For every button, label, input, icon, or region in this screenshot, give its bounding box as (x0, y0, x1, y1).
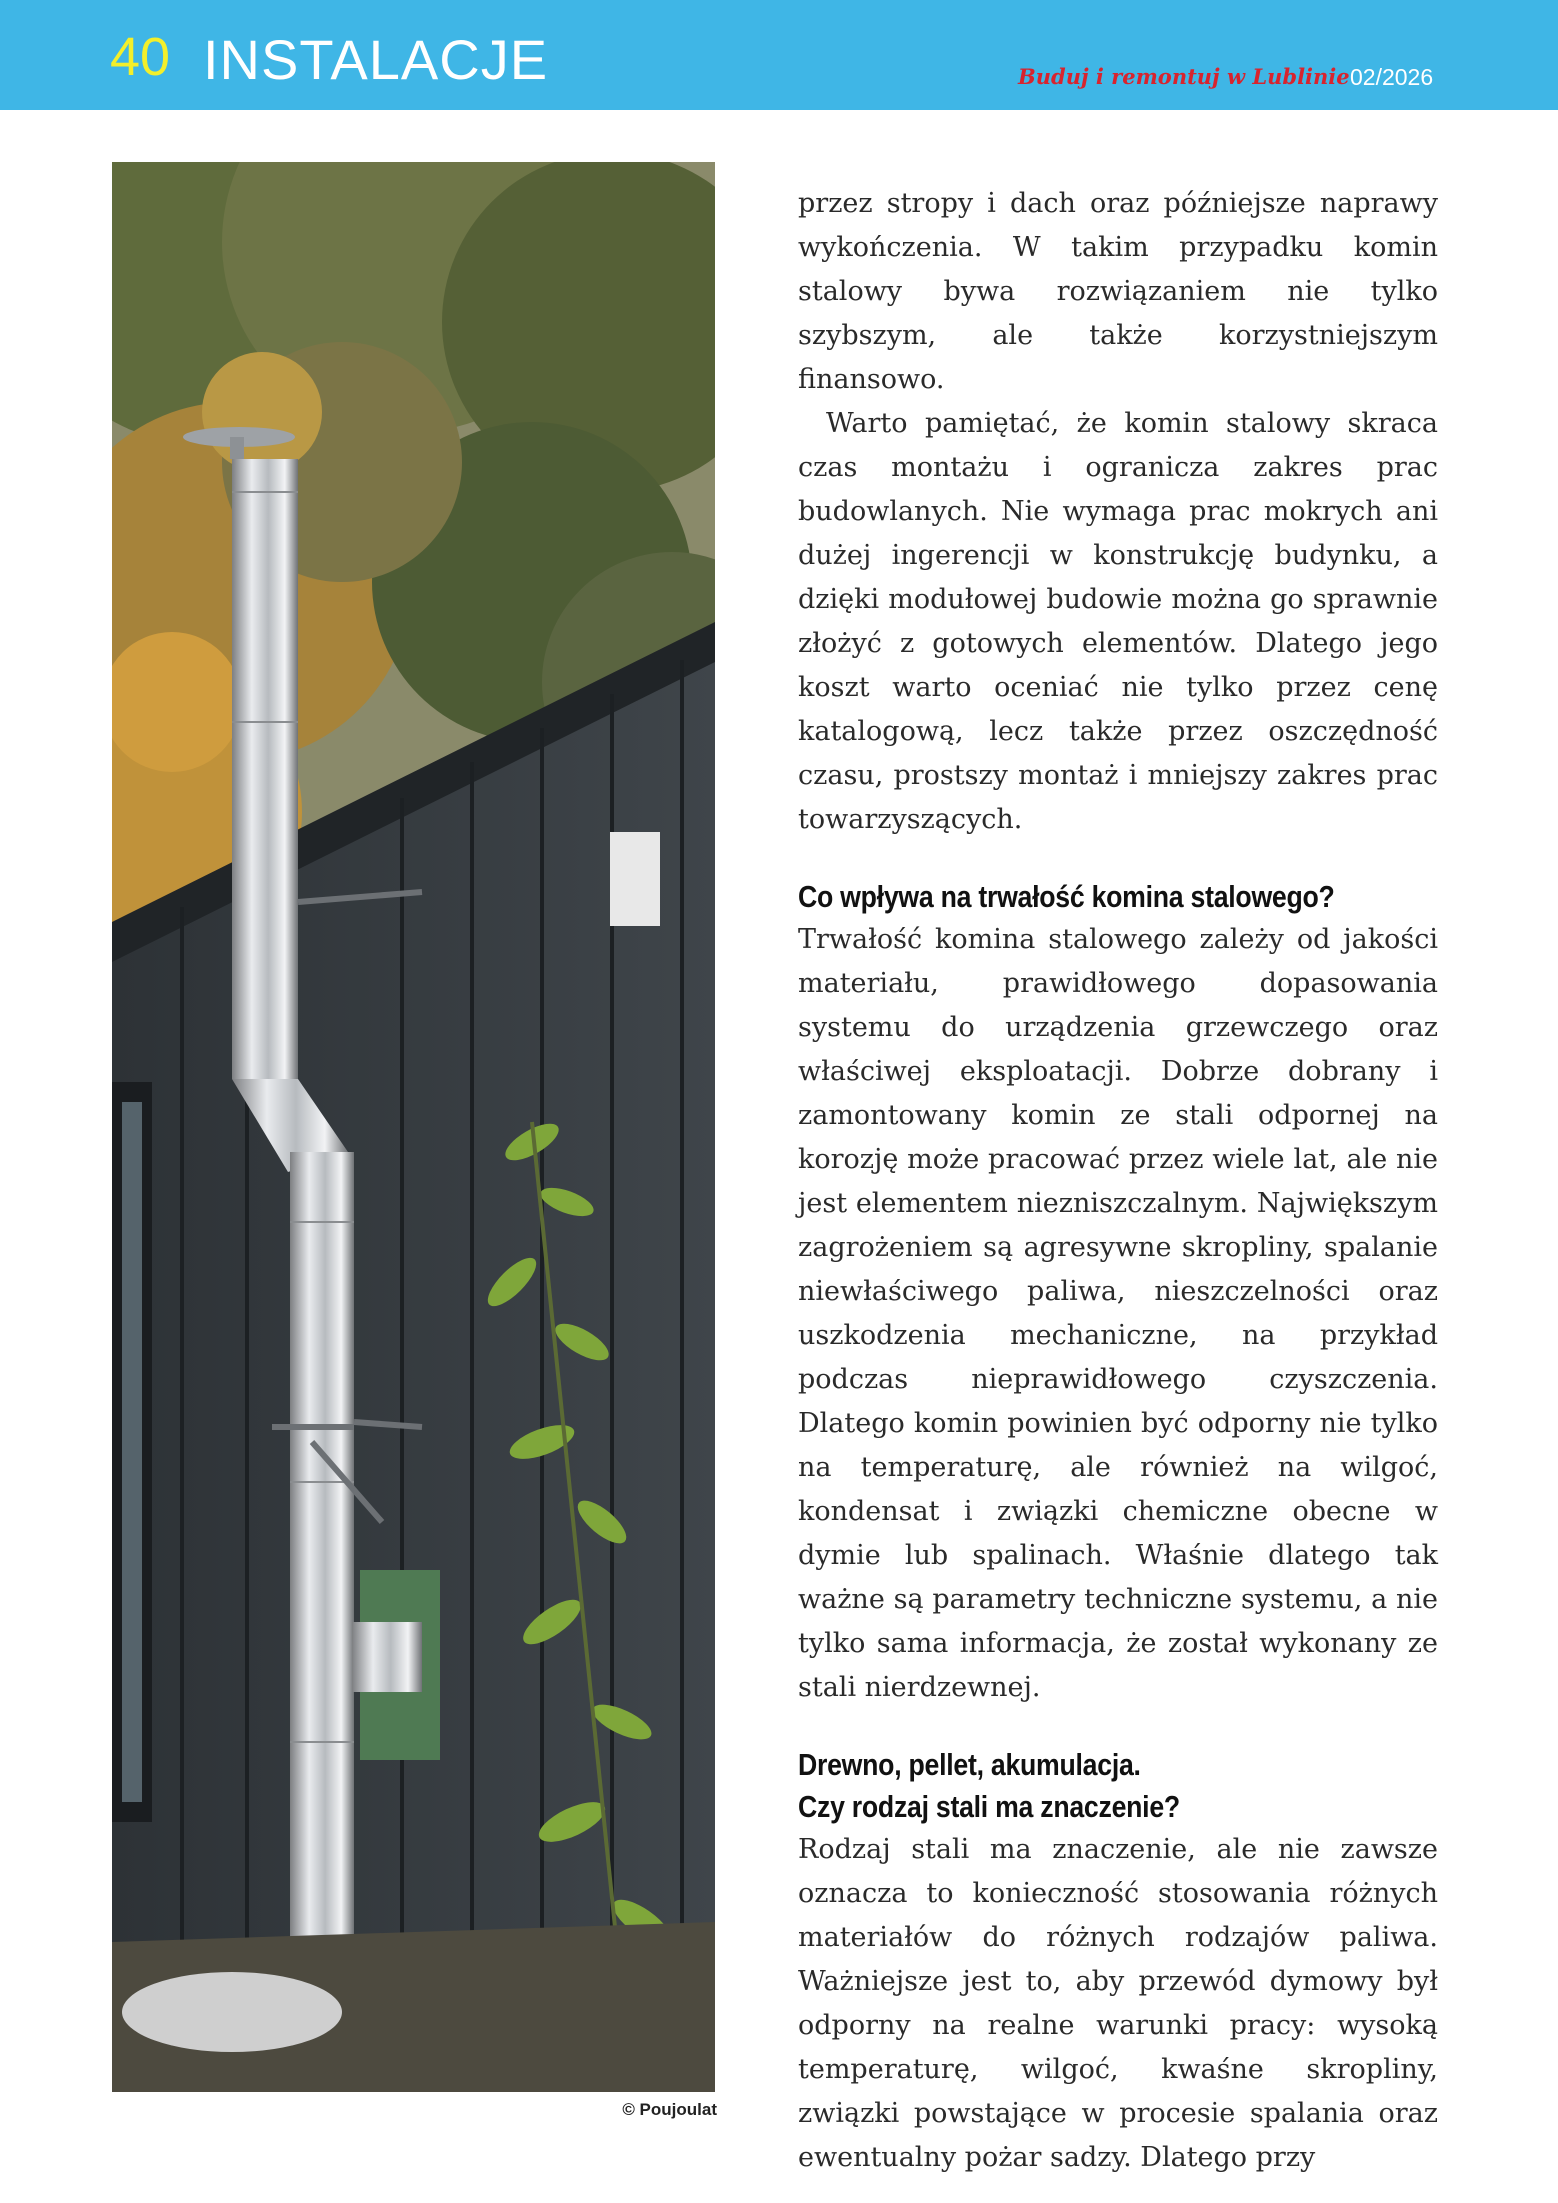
chimney-photo (112, 162, 715, 2092)
paragraph-4: Rodzaj stali ma znaczenie, ale nie zawsze oznacza to konieczność stosowania różnych materiałów do różnych rodzajów paliwa. Ważniejsze jest to, aby przewód dymowy był odporny na realne warunki pracy: wysoką temperaturę, wilgoć, kwaśne skropliny, związki powstające w procesie spalania oraz ewentualny pożar sadzy. Dlatego przy (798, 1834, 1438, 2173)
heading-durability: Co wpływa na trwałość komina stalowego? (798, 879, 1335, 914)
photo-credit: © Poujoulat (622, 2100, 717, 2119)
page-number: 40 (110, 27, 171, 87)
magazine-name: Buduj i remontuj w Lublinie (1018, 64, 1350, 89)
issue-date: 02/2026 (1350, 64, 1434, 90)
article-text (798, 182, 1438, 2180)
section-title: INSTALACJE (203, 28, 549, 91)
paragraph-3: Trwałość komina stalowego zależy od jakości materiału, prawidłowego dopasowania systemu do urządzenia grzewczego oraz właściwej eksploatacji. Dobrze dobrany i zamontowany komin ze stali odpornej na korozję może pracować przez wiele lat, ale nie jest elementem niezniszczalnym. Największym zagrożeniem są agresywne skropliny, spalanie niewłaściwego paliwa, nieszczelności oraz uszkodzenia mechaniczne, na przykład podczas nieprawidłowego czyszczenia. Dlatego komin powinien być odporny nie tylko na temperaturę, ale również na wilgoć, kondensat i związki chemiczne obecne w dymie lub spalinach. Właśnie dlatego tak ważne są parametry techniczne systemu, a nie tylko sama informacja, że został wykonany ze stali nierdzewnej. (798, 924, 1438, 1703)
paragraph-1: przez stropy i dach oraz późniejsze naprawy wykończenia. W takim przypadku komin stalowy bywa rozwiązaniem nie tylko szybszym, ale także korzystniejszym finansowo. (798, 188, 1438, 395)
heading-steel-type-line-1: Drewno, pellet, akumulacja. (798, 1747, 1141, 1782)
paragraph-2: Warto pamiętać, że komin stalowy skraca czas montażu i ogranicza zakres prac budowlanych. Nie wymaga prac mokrych ani dużej ingerencji w konstrukcję budynku, a dzięki modułowej budowie można go sprawnie złożyć z gotowych elementów. Dlatego jego koszt warto oceniać nie tylko przez cenę katalogową, lecz także przez oszczędność czasu, prostszy montaż i mniejszy zakres prac towarzyszących. (798, 408, 1438, 835)
heading-steel-type-line-2: Czy rodzaj stali ma znaczenie? (798, 1789, 1180, 1824)
